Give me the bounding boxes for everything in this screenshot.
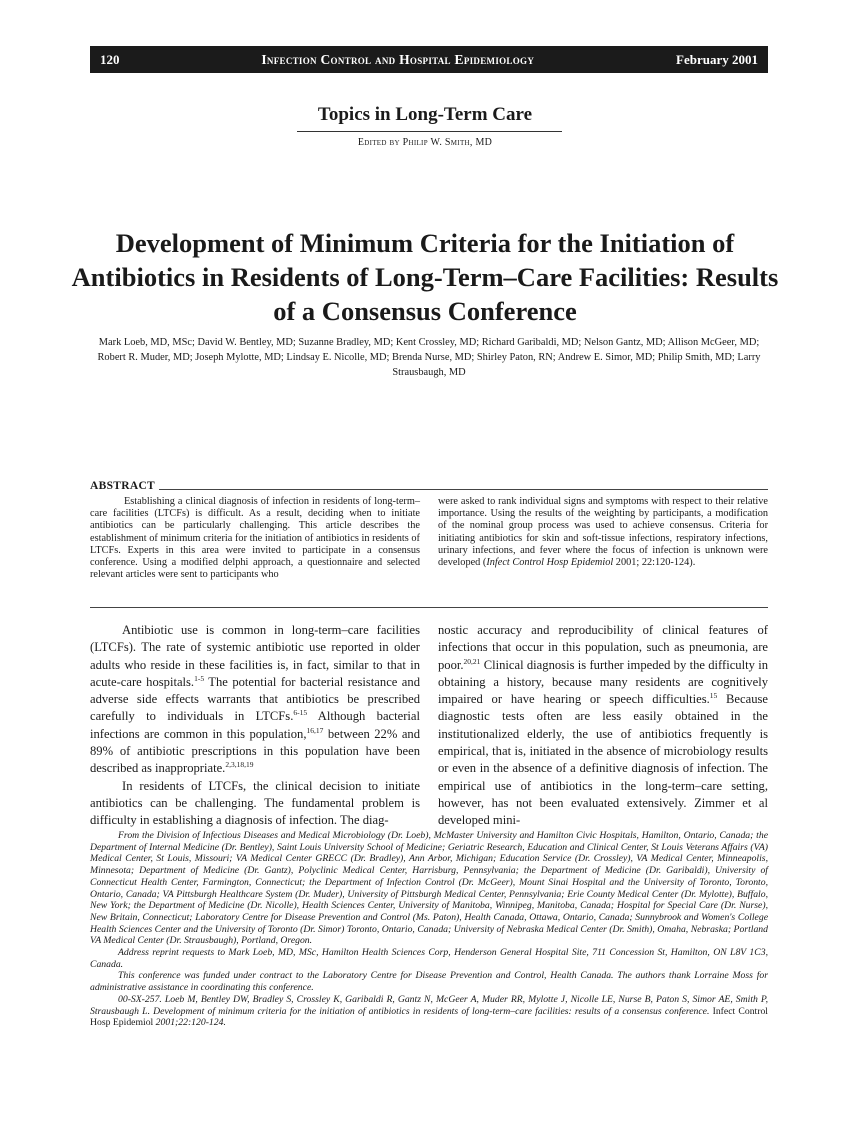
- reference-marker: 16,17: [306, 725, 324, 735]
- body-column-left: [90, 622, 420, 830]
- abstract-text-left: Establishing a clinical diagnosis of infection in residents of long-term–care facilities (LTCFs) is difficult. As a result, deciding when to initiate antibiotics can be particularly challenging. This article describes the establishment of minimum criteria for the initiation of antibiotics in residents of LTCFs. Experts in this area were invited to participate in a consensus conference. Using a modified delphi approach, a questionnaire and selected relevant articles were sent to participants who: [90, 496, 420, 581]
- body-paragraph: In residents of LTCFs, the clinical decision to initiate antibiotics can be challenging. The fundamental problem is difficulty in establishing a diagnosis of infection. The diag-: [90, 778, 420, 828]
- reference-marker: 15: [709, 691, 718, 700]
- issue-date: February 2001: [676, 51, 758, 67]
- section-divider: [297, 131, 562, 132]
- affiliations-note: From the Division of Infectious Diseases and Medical Microbiology (Dr. Loeb), McMaster University and Hamilton Civic Hospitals, Hamilton, Ontario, Canada; the Department of Internal Medicine (Dr. Bentley), Saint Louis University School of Medicine; Geriatric Research, Education and Clinical Center, St Louis Veterans Affairs (VA) Medical Center, St Louis, Missouri; VA Medical Center GRECC (Dr. Bradley), Ann Arbor, Michigan; Education Service (Dr. Crossley), VA Medical Center, Minneapolis, Minnesota; Department of Medicine (Dr. Gantz), Polyclinic Medical Center, Harrisburg, Pennsylvania; the Department of Medicine (Dr. Garibaldi), University of Connecticut Health Center, Farmington, Connecticut; the Department of Infection Control (Dr. McGeer), Mount Sinai Hospital and the University of Toronto, Toronto, Ontario, Canada; VA Pittsburgh Healthcare System (Dr. Muder), University of Pittsburgh Medical Center, Pennsylvania; Erie County Medical Center (Dr. Mylotte), Buffalo, New York; the Department of Medicine (Dr. Nicolle), Health Sciences Center, University of Manitoba, Winnipeg, Manitoba, Canada; Hospital for Special Care (Dr. Nurse), New Britain, Connecticut; Laboratory Centre for Disease Prevention and Control (Ms. Paton), Health Canada, Ottawa, Ontario, Canada; Sunnybrook and Women's College Health Sciences Center and the University of Toronto (Dr. Simor) Toronto, Ontario, Canada; University of Nebraska Medical Center (Dr. Smith), Omaha, Nebraska; Portland VA Medical Center (Dr. Strausbaugh), Portland, Oregon.: [90, 830, 768, 947]
- body-paragraph: Antibiotic use is common in long-term–care facilities (LTCFs). The rate of systemic antibiotic use reported in older adults who reside in these facilities is, in fact, similar to that in acute-care hospitals.$^{1-5}$ The potential for bacterial resistance and adverse side effects warrants that antibiotics be prescribed carefully to individuals in LTCFs.$^{6-15}$ Although bacterial infections are common in this population,$^{16,17}$ between 22% and 89% of antibiotic prescriptions in this population have been described as inappropriate.$^{2,3,18,19}$: [90, 623, 421, 776]
- reference-marker: 1-5: [194, 673, 205, 683]
- abstract-heading: ABSTRACT: [90, 480, 159, 492]
- page-number: 120: [100, 51, 120, 67]
- reference-marker: 6-15: [293, 708, 308, 718]
- funding-note: This conference was funded under contract to the Laboratory Centre for Disease Prevention and Control, Health Canada. The authors thank Lorraine Moss for administrative assistance in coordinating this conference.: [90, 970, 768, 994]
- article-title: Development of Minimum Criteria for the Initiation of Antibiotics in Residents of Long-Term–Care Facilities: Results of a Consensus Conference: [71, 228, 779, 326]
- abstract-top-rule: [90, 489, 768, 490]
- section-editor: Edited by Philip W. Smith, MD: [357, 137, 493, 148]
- journal-name: Infection Control and Hospital Epidemiology: [261, 51, 535, 67]
- running-header: [90, 46, 768, 73]
- abstract-column-left: [90, 496, 420, 581]
- reference-marker: 2,3,18,19: [225, 760, 254, 770]
- citation-note: 00-SX-257. Loeb M, Bentley DW, Bradley S, Crossley K, Garibaldi R, Gantz N, McGeer A, Muder RR, Mylotte J, Nicolle LE, Nurse B, Paton S, Simor AE, Smith P, Strausbaugh L. Development of minimum criteria for the initiation of antibiotics in residents of long-term–care facilities: results of a consensus conference. Infect Control Hosp Epidemiol 2001;22:120-124.: [90, 993, 768, 1029]
- reprints-note: Address reprint requests to Mark Loeb, MD, MSc, Hamilton Health Sciences Corp, Henderson General Hospital Site, 711 Concession St, Hamilton, ON L8V 1C3, Canada.: [90, 947, 768, 970]
- abstract-bottom-rule: [90, 607, 768, 608]
- body-paragraph: nostic accuracy and reproducibility of clinical features of infections that occur in this population, such as pneumonia, are poor.$^{20,21}$ Clinical diagnosis is further impeded by the difficulty in obtaining a history, because many residents are cognitively impaired or have hearing or speech difficulties.$^{15}$ Because diagnostic tests often are less easily obtained in the institutionalized elderly, the use of antibiotics frequently is empirical, that is, initiated in the absence of microbiology results or even in the absence of a definitive diagnosis of infection. The empirical use of antibiotics in the long-term–care setting, however, has not been evaluated extensively. Zimmer et al developed mini-: [438, 623, 768, 828]
- reference-marker: 20,21: [463, 656, 481, 666]
- body-column-right: [438, 622, 768, 830]
- footnotes: [90, 830, 768, 1029]
- author-list: Mark Loeb, MD, MSc; David W. Bentley, MD; Suzanne Bradley, MD; Kent Crossley, MD; Richard Garibaldi, MD; Nelson Gantz, MD; Allison McGeer, MD; Robert R. Muder, MD; Joseph Mylotte, MD; Lindsay E. Nicolle, MD; Brenda Nurse, MD; Shirley Paton, RN; Andrew E. Simor, MD; Philip Smith, MD; Larry Strausbaugh, MD: [97, 337, 761, 378]
- section-title: Topics in Long-Term Care: [317, 104, 533, 125]
- abstract-column-right: [438, 496, 768, 569]
- abstract-journal-cite: Infect Control Hosp Epidemiol: [486, 557, 614, 569]
- abstract-text-right: were asked to rank individual signs and symptoms with respect to their relative importance. Using the results of the weighting by participants, a modification of the nominal group process was used to achieve consensus. Criteria for initiating antibiotics for skin and soft-tissue infections, respiratory infections, urinary infections, and fever where the focus of infection is unknown were developed (Infect Control Hosp Epidemiol 2001; 22:120-124).: [438, 496, 768, 569]
